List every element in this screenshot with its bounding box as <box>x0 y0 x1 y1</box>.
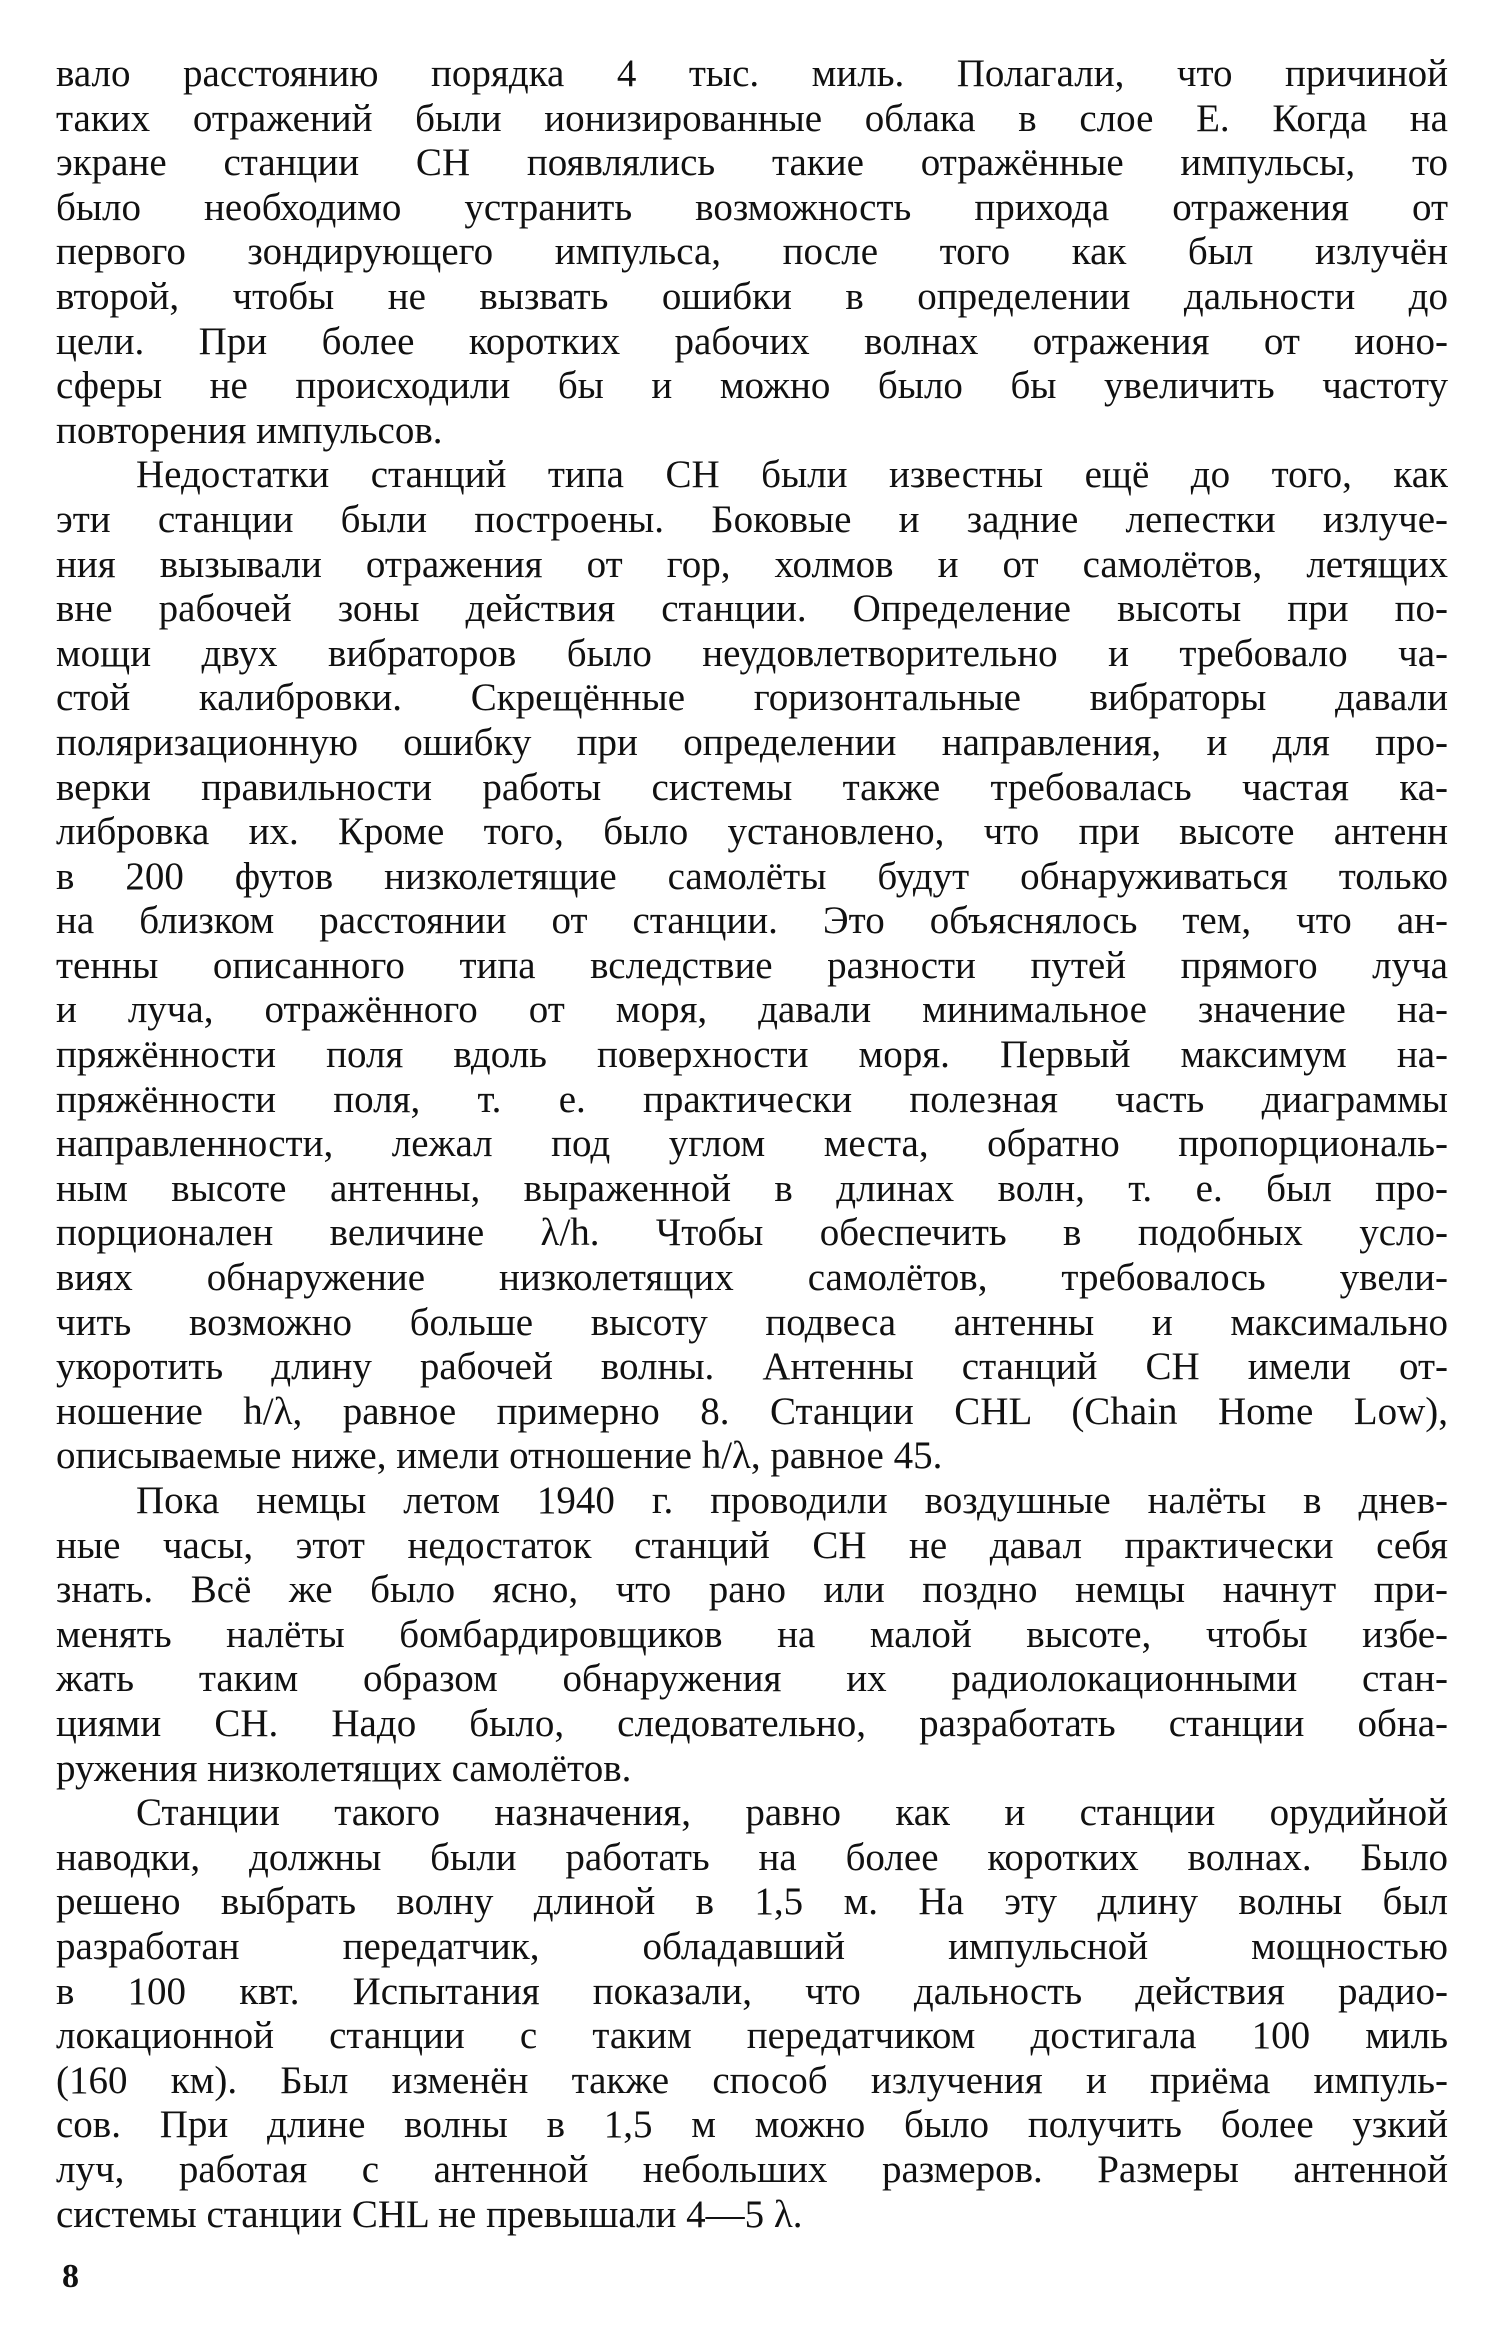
text-line: ношение h/λ, равное примерно 8. Станции CHL (Chain Home Low), <box>56 1389 1448 1433</box>
paragraph-3 <box>56 1479 1448 1791</box>
text-line: Недостатки станций типа CH были известны ещё до того, как <box>136 453 1448 497</box>
text-line: знать. Всё же было ясно, что рано или поздно немцы начнут при- <box>56 1568 1448 1612</box>
text-line: ным высоте антенны, выраженной в длинах волн, т. е. был про- <box>56 1166 1448 1210</box>
text-line: вало расстоянию порядка 4 тыс. миль. Полагали, что причиной <box>56 52 1448 95</box>
text-line: на близком расстоянии от станции. Это объяснялось тем, что ан- <box>56 899 1448 943</box>
text-line: чить возможно больше высоту подвеса антенны и максимально <box>56 1300 1448 1344</box>
text-line: в 100 квт. Испытания показали, что дальность действия радио- <box>56 1969 1448 2013</box>
text-line: и луча, отражённого от моря, давали минимальное значение на- <box>56 988 1448 1032</box>
text-line: сов. При длине волны в 1,5 м можно было получить более узкий <box>56 2103 1448 2147</box>
text-line: вне рабочей зоны действия станции. Определение высоты при по- <box>56 587 1448 631</box>
text-line: пряжённости поля, т. е. практически полезная часть диаграммы <box>56 1077 1448 1121</box>
text-line: поляризационную ошибку при определении направления, и для про- <box>56 720 1448 764</box>
text-line: менять налёты бомбардировщиков на малой высоте, чтобы избе- <box>56 1612 1448 1656</box>
text-line: эти станции были построены. Боковые и задние лепестки излуче- <box>56 497 1448 541</box>
text-line: ния вызывали отражения от гор, холмов и от самолётов, летящих <box>56 542 1448 586</box>
text-line: системы станции CHL не превышали 4—5 λ. <box>56 2192 803 2236</box>
paragraph-4 <box>56 1791 1448 2237</box>
text-line: повторения импульсов. <box>56 408 443 452</box>
text-line: наводки, должны были работать на более коротких волнах. Было <box>56 1835 1448 1879</box>
text-line: в 200 футов низколетящие самолёты будут обнаруживаться только <box>56 854 1448 898</box>
text-line: ные часы, этот недостаток станций CH не давал практически себя <box>56 1523 1448 1567</box>
text-line: укоротить длину рабочей волны. Антенны станций CH имели от- <box>56 1345 1448 1389</box>
text-line: циями CH. Надо было, следовательно, разработать станции обна- <box>56 1701 1448 1745</box>
text-line: таких отражений были ионизированные облака в слое E. Когда на <box>56 96 1448 140</box>
text-line: было необходимо устранить возможность прихода отражения от <box>56 185 1448 229</box>
text-line: виях обнаружение низколетящих самолётов, требовалось увели- <box>56 1256 1448 1300</box>
paragraph-1 <box>56 52 1448 453</box>
text-line: первого зондирующего импульса, после того как был излучён <box>56 230 1448 274</box>
text-line: разработан передатчик, обладавший импульсной мощностью <box>56 1924 1448 1968</box>
text-line: мощи двух вибраторов было неудовлетворительно и требовало ча- <box>56 631 1448 675</box>
text-line: второй, чтобы не вызвать ошибки в определении дальности до <box>56 274 1448 318</box>
text-line: локационной станции с таким передатчиком достигала 100 миль <box>56 2014 1448 2058</box>
text-line: Станции такого назначения, равно как и станции орудийной <box>136 1791 1448 1835</box>
text-line: (160 км). Был изменён также способ излучения и приёма импуль- <box>56 2058 1448 2102</box>
text-line: ружения низколетящих самолётов. <box>56 1746 632 1790</box>
text-line: порционален величине λ/h. Чтобы обеспечить в подобных усло- <box>56 1211 1448 1255</box>
text-line: луч, работая с антенной небольших размеров. Размеры антенной <box>56 2147 1448 2191</box>
paragraph-2 <box>56 453 1448 1479</box>
text-line: стой калибровки. Скрещённые горизонтальные вибраторы давали <box>56 676 1448 720</box>
text-line: либровка их. Кроме того, было установлено, что при высоте антенн <box>56 810 1448 854</box>
text-line: пряжённости поля вдоль поверхности моря. Первый максимум на- <box>56 1033 1448 1077</box>
text-line: сферы не происходили бы и можно было бы увеличить частоту <box>56 364 1448 408</box>
text-line: направленности, лежал под углом места, обратно пропорциональ- <box>56 1122 1448 1166</box>
text-line: верки правильности работы системы также требовалась частая ка- <box>56 765 1448 809</box>
text-line: Пока немцы летом 1940 г. проводили воздушные налёты в днев- <box>136 1479 1448 1522</box>
page-body <box>56 52 1448 2237</box>
page-number: 8 <box>62 2258 79 2295</box>
text-line: описываемые ниже, имели отношение h/λ, равное 45. <box>56 1434 943 1478</box>
text-line: тенны описанного типа вследствие разности путей прямого луча <box>56 943 1448 987</box>
text-line: цели. При более коротких рабочих волнах отражения от ионо- <box>56 319 1448 363</box>
text-line: жать таким образом обнаружения их радиолокационными стан- <box>56 1657 1448 1701</box>
text-line: решено выбрать волну длиной в 1,5 м. На эту длину волны был <box>56 1880 1448 1924</box>
text-line: экране станции CH появлялись такие отражённые импульсы, то <box>56 141 1448 185</box>
